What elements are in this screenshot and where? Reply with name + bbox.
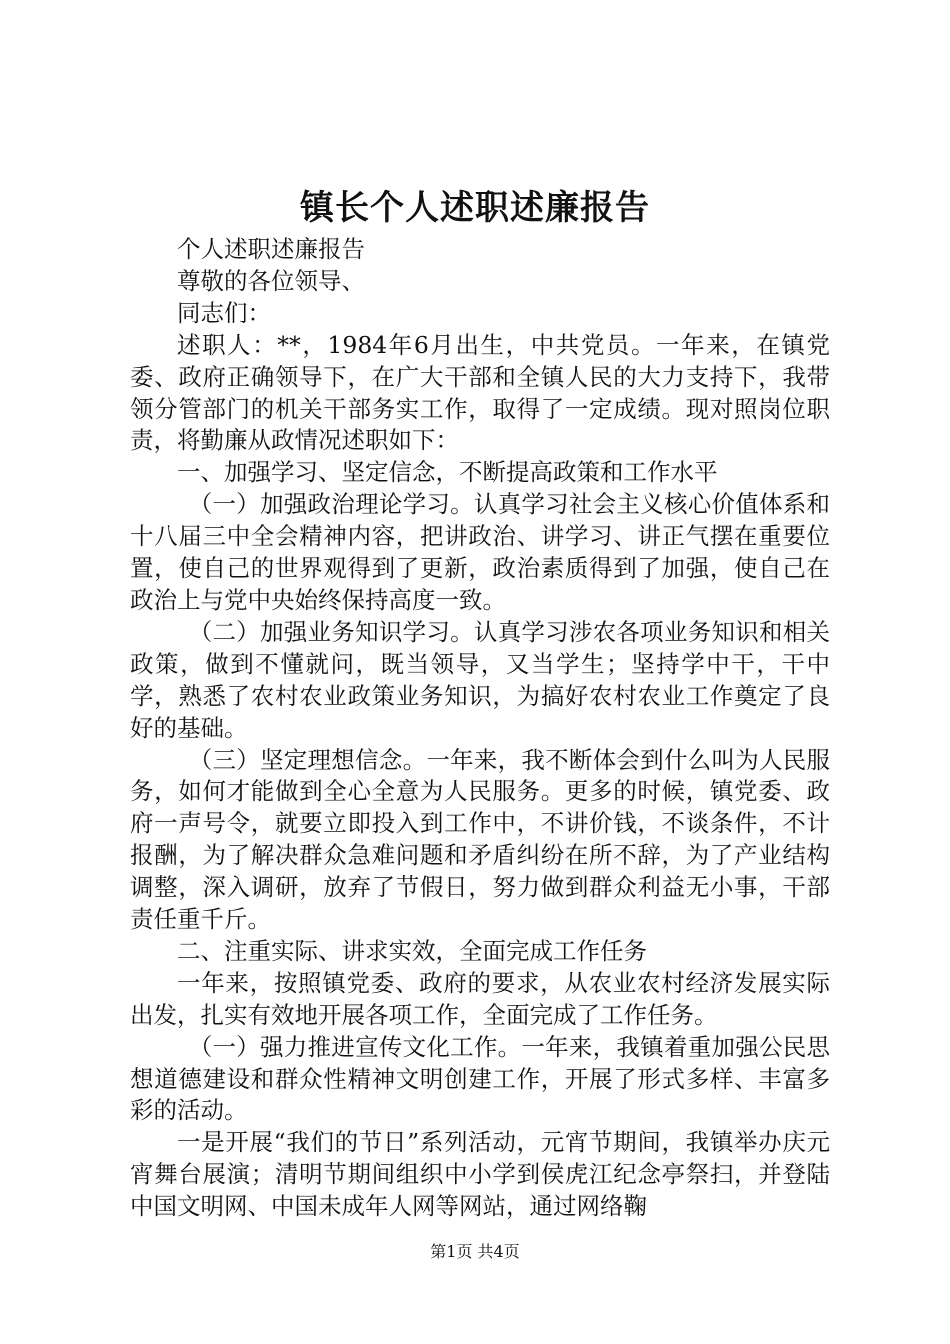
paragraph-2-intro: 一年来，按照镇党委、政府的要求，从农业农村经济发展实际出发，扎实有效地开展各项工作，全面完成了工作任务。 (130, 968, 830, 1029)
document-title: 镇长个人述职述廉报告 (300, 188, 650, 228)
paragraph-1-3: （三）坚定理想信念。一年来，我不断体会到什么叫为人民服务，如何才能做到全心全意为人民服务。更多的时候，镇党委、政府一声号令，就要立即投入到工作中，不讲价钱，不谈条件，不计报酬，为了解决群众急难问题和矛盾纠纷在所不辞，为了产业结构调整，深入调研，放弃了节假日，努力做到群众利益无小事，干部责任重千斤。 (130, 745, 830, 934)
paragraph-2-1-a: 一是开展“我们的节日”系列活动，元宵节期间，我镇举办庆元宵舞台展演；清明节期间组织中小学到侯虎江纪念亭祭扫，并登陆中国文明网、中国未成年人网等网站，通过网络鞠 (130, 1128, 830, 1221)
paragraph-intro: 述职人：**，1984年6月出生，中共党员。一年来，在镇党委、政府正确领导下，在广大干部和全镇人民的大力支持下，我带领分管部门的机关干部务实工作，取得了一定成绩。现对照岗位职责，将勤廉从政情况述职如下： (130, 330, 830, 455)
paragraph-2-1: （一）强力推进宣传文化工作。一年来，我镇着重加强公民思想道德建设和群众性精神文明创建工作，开展了形式多样、丰富多彩的活动。 (130, 1032, 830, 1125)
section-heading-1: 一、加强学习、坚定信念，不断提高政策和工作水平 (177, 458, 718, 487)
section-heading-2: 二、注重实际、讲求实效，全面完成工作任务 (177, 936, 647, 965)
document-body (130, 234, 830, 1223)
paragraph-subtitle: 个人述职述廉报告 (177, 235, 365, 263)
paragraph-1-2: （二）加强业务知识学习。认真学习涉农各项业务知识和相关政策，做到不懂就问，既当领导，又当学生；坚持学中干，干中学，熟悉了农村农业政策业务知识，为搞好农村农业工作奠定了良好的基础。 (130, 617, 830, 742)
paragraph-1-1: （一）加强政治理论学习。认真学习社会主义核心价值体系和十八届三中全会精神内容，把讲政治、讲学习、讲正气摆在重要位置，使自己的世界观得到了更新，政治素质得到了加强，使自己在政治上与党中央始终保持高度一致。 (130, 490, 830, 614)
paragraph-salutation-2: 同志们： (177, 298, 271, 327)
page-footer: 第1页 共4页 (430, 1242, 520, 1261)
paragraph-salutation: 尊敬的各位领导、 (177, 266, 365, 295)
